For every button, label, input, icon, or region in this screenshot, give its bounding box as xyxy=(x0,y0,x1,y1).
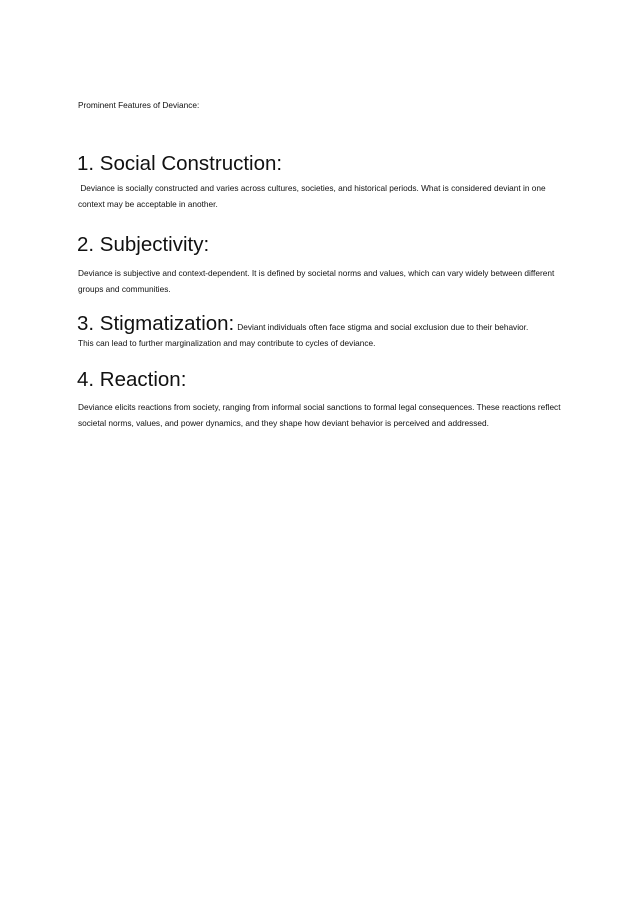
paragraph-social-construction: Deviance is socially constructed and varies across cultures, societies, and historical periods. What is considered deviant in one context may be acceptable in another. xyxy=(78,183,548,210)
paragraph-stigmatization: This can lead to further marginalization and may contribute to cycles of deviance. xyxy=(78,338,376,348)
paragraph-reaction: Deviance elicits reactions from society, ranging from informal social sanctions to formal legal consequences. These reactions reflect societal norms, values, and power dynamics, and they shape how deviant behavior is perceived and addressed. xyxy=(78,402,561,429)
paragraph-subjectivity: Deviance is subjective and context-dependent. It is defined by societal norms and values, which can vary widely between different groups and communities. xyxy=(78,268,555,295)
intro-line: Prominent Features of Deviance: xyxy=(78,100,200,110)
heading-subjectivity: 2. Subjectivity: xyxy=(77,233,210,256)
inline-text-stigmatization: Deviant individuals often face stigma and social exclusion due to their behavior. xyxy=(237,322,529,332)
heading-reaction: 4. Reaction: xyxy=(77,368,187,391)
heading-stigmatization: 3. Stigmatization: xyxy=(77,312,235,335)
heading-social-construction: 1. Social Construction: xyxy=(77,152,283,175)
